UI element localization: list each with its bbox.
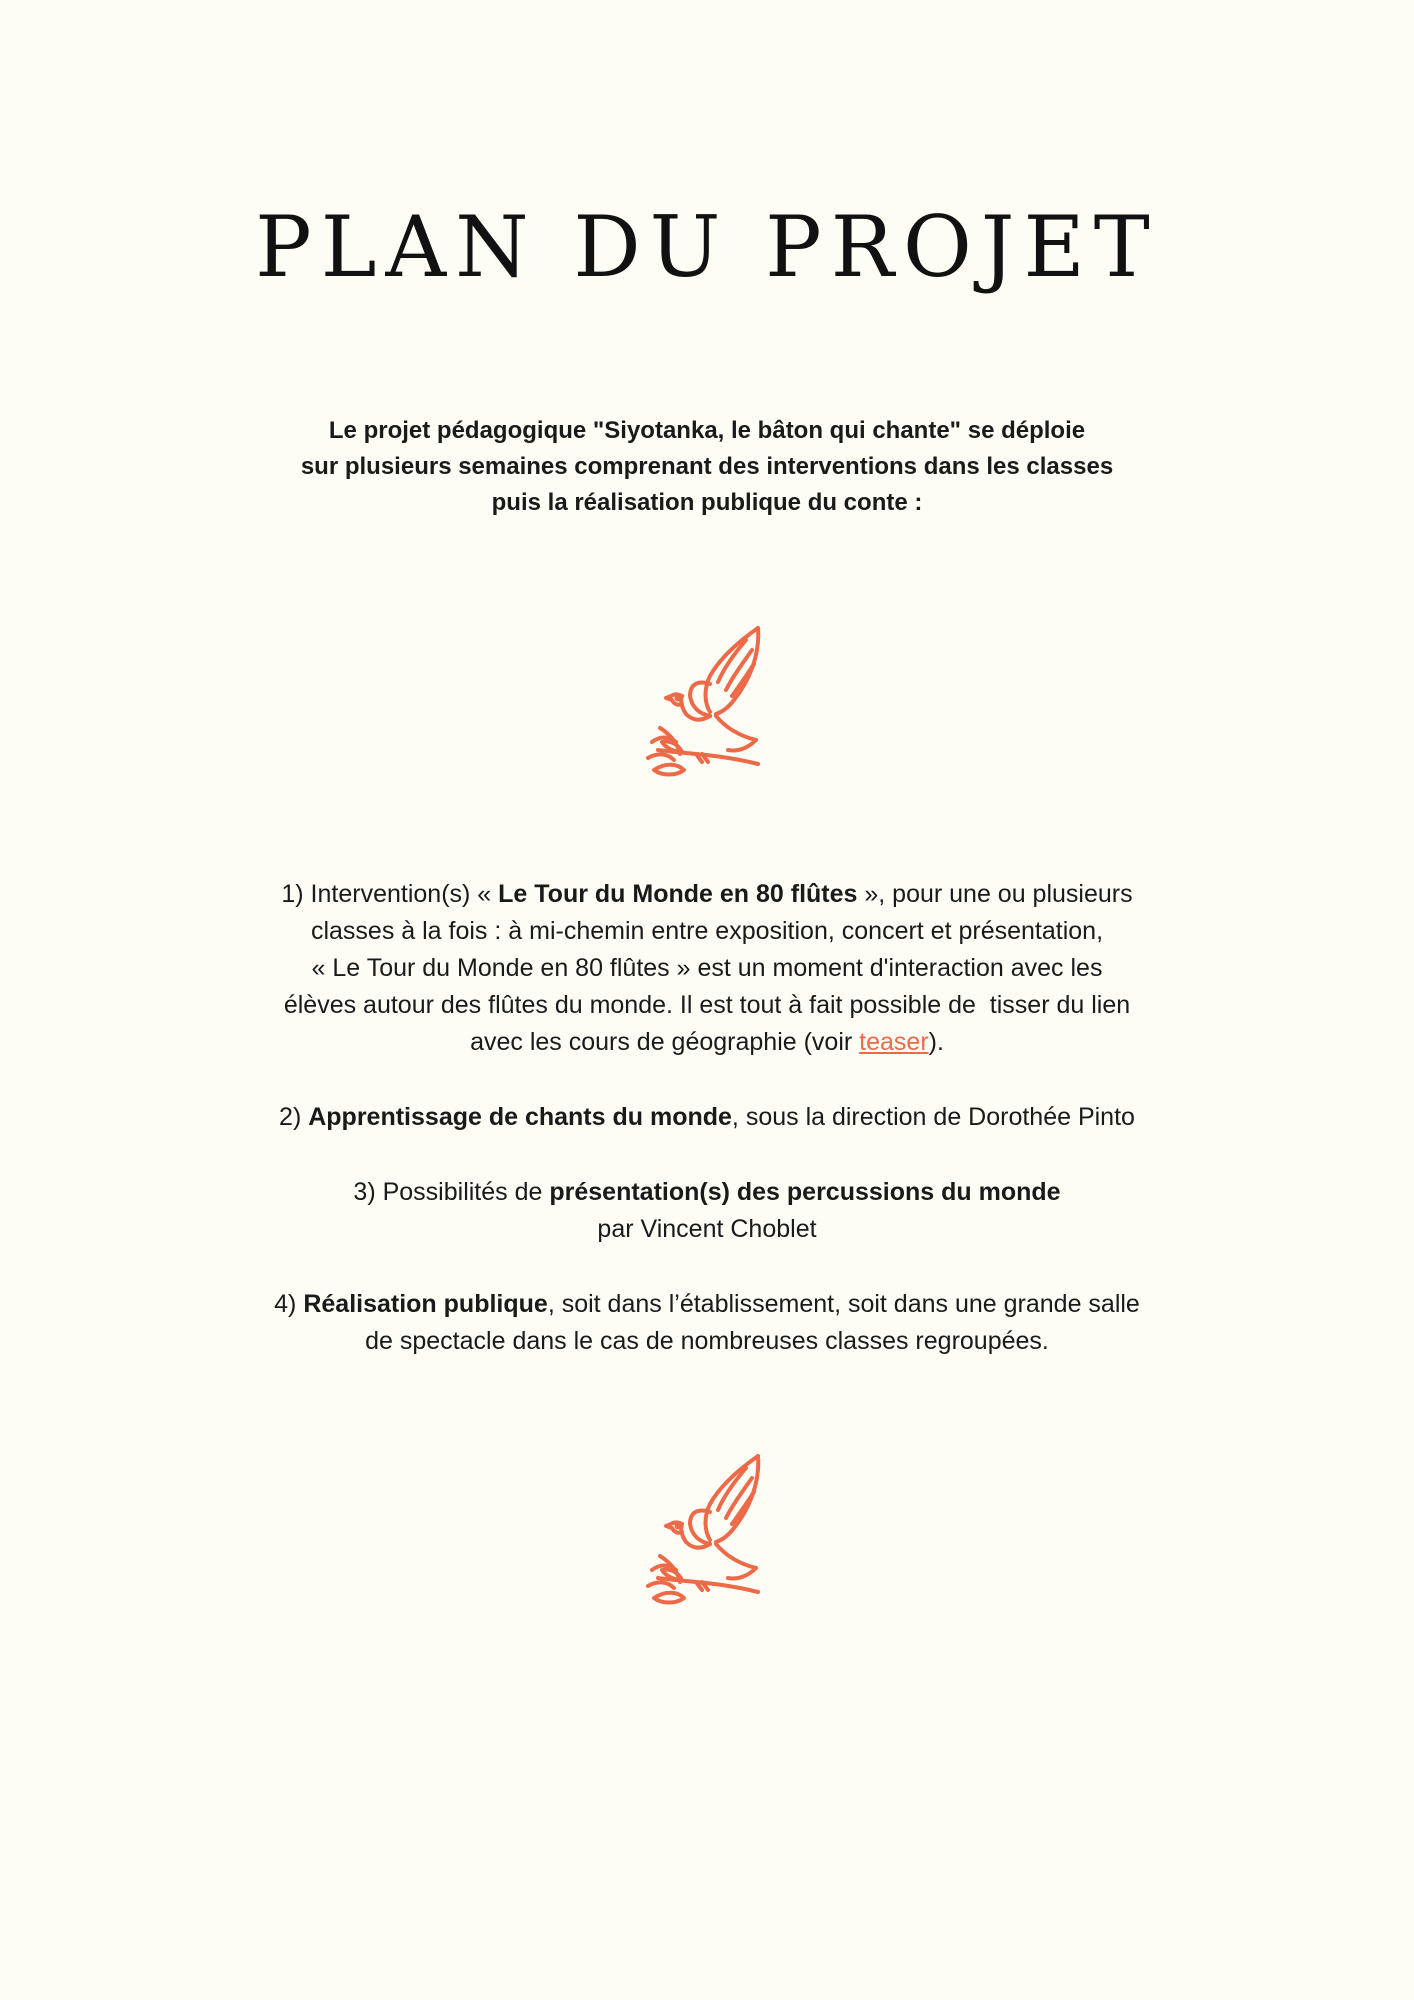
step-1-line: classes à la fois : à mi-chemin entre exposition, concert et présentation,: [310, 917, 1104, 945]
step-1-suffix: », pour une ou plusieurs: [857, 880, 1133, 908]
step-3-line: par Vincent Choblet: [597, 1215, 817, 1243]
step-4-suffix: , soit dans l’établissement, soit dans une grande salle: [547, 1290, 1140, 1318]
step-1-title: Le Tour du Monde en 80 flûtes: [498, 880, 858, 908]
dove-icon: [638, 624, 778, 784]
teaser-link[interactable]: teaser: [859, 1028, 929, 1056]
step-2-suffix: , sous la direction de Dorothée Pinto: [731, 1103, 1135, 1131]
step-1-link-prefix: avec les cours de géographie (voir: [470, 1028, 860, 1056]
step-1-prefix: 1) Intervention(s) «: [281, 880, 499, 908]
step-2-line: [0, 1099, 1414, 1136]
step-1-line: élèves autour des flûtes du monde. Il est tout à fait possible de tisser du lien: [283, 991, 1131, 1019]
step-4-line: [0, 1286, 1414, 1323]
step-2-prefix: 2): [279, 1103, 309, 1131]
project-steps: [0, 876, 1414, 1360]
intro-line: sur plusieurs semaines comprenant des interventions dans les classes: [300, 453, 1114, 480]
spacer: [0, 1248, 1414, 1286]
intro-paragraph: [0, 413, 1414, 521]
step-3-line: [0, 1174, 1414, 1211]
spacer: [0, 1061, 1414, 1099]
step-1-line: [0, 876, 1414, 913]
intro-line: puis la réalisation publique du conte :: [491, 489, 923, 516]
step-4-line: de spectacle dans le cas de nombreuses classes regroupées.: [365, 1327, 1049, 1355]
step-1-link-suffix: ).: [928, 1028, 944, 1056]
step-3-prefix: 3) Possibilités de: [353, 1178, 550, 1206]
step-2-title: Apprentissage de chants du monde: [308, 1103, 732, 1131]
step-3-title: présentation(s) des percussions du monde: [549, 1178, 1061, 1206]
page-title: PLAN DU PROJET: [255, 198, 1159, 296]
step-4-prefix: 4): [274, 1290, 304, 1318]
dove-icon: [638, 1452, 778, 1612]
spacer: [0, 1136, 1414, 1174]
step-1-line: « Le Tour du Monde en 80 flûtes » est un moment d'interaction avec les: [311, 954, 1103, 982]
step-4-title: Réalisation publique: [303, 1290, 548, 1318]
intro-line: Le projet pédagogique "Siyotanka, le bâton qui chante" se déploie: [328, 417, 1086, 444]
step-1-line: [0, 1024, 1414, 1061]
